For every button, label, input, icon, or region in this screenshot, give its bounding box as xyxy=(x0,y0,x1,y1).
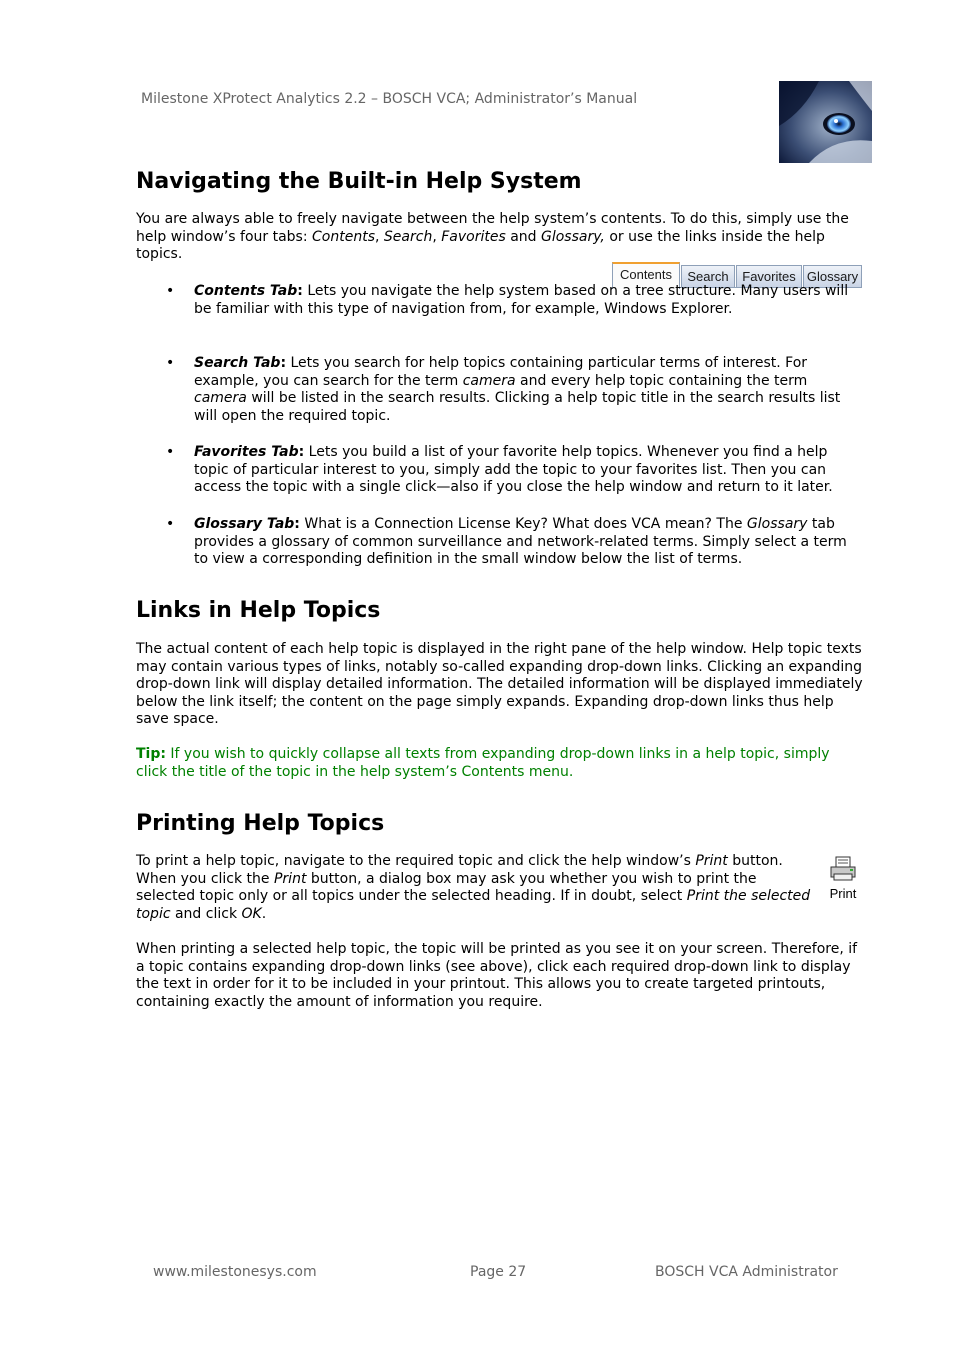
bullet-glossary-tab: • Glossary Tab: What is a Connection License Key? What does VCA mean? The Glossary tab provides a glossary of common surveillance and network-related terms. Simply select a term to view a corresponding definition in the small window below the list of terms. xyxy=(166,516,847,568)
tab-glossary: Glossary xyxy=(803,265,862,287)
tab-search: Search xyxy=(681,265,735,287)
bullet-search-tab: • Search Tab: Lets you search for help topics containing particular terms of interest. For example, you can search for the term camera and every help topic containing the term camera will be listed in the search results. Clicking a help topic title in the search results list will open the required topic. xyxy=(166,355,841,424)
bullet-contents-tab: • Contents Tab: Lets you navigate the help system based on a tree structure. Many users will be familiar with this type of navigation from, for example, Windows Explorer. xyxy=(166,283,849,317)
bullet-favorites-tab: • Favorites Tab: Lets you build a list of your favorite help topics. Whenever you find a help topic of particular interest to you, simply add the topic to your favorites list. Then you can access the topic with a single click—also if you close the help window and return to it later. xyxy=(166,444,833,496)
footer-page-number: Page 27 xyxy=(470,1264,527,1280)
footer-document: BOSCH VCA Administrator xyxy=(655,1264,838,1280)
print-icon-label: Print xyxy=(829,886,857,901)
header-title: Milestone XProtect Analytics 2.2 – BOSCH VCA; Administrator’s Manual xyxy=(141,91,638,107)
footer-website: www.milestonesys.com xyxy=(153,1264,317,1280)
print-icon xyxy=(826,855,860,901)
section-heading-printing: Printing Help Topics xyxy=(136,811,385,836)
tab-contents: Contents xyxy=(612,262,680,289)
printing-paragraph-1: To print a help topic, navigate to the required topic and click the help window’s Print button. When you click the Print button, a dialog box may ask you whether you wish to print the selected topic only or all topics under the selected heading. If in doubt, select Print the selected topic and click OK. xyxy=(136,853,811,922)
intro-paragraph: You are always able to freely navigate between the help system’s contents. To do this, simply use the help window’s four tabs: Contents, Search, Favorites and Glossary, or use the links inside the help topics. xyxy=(136,211,849,263)
section-heading-links: Links in Help Topics xyxy=(136,598,381,623)
wolf-eye-logo xyxy=(779,81,872,163)
links-paragraph: The actual content of each help topic is displayed in the right pane of the help window. Help topic texts may contain various types of links, notably so-called expanding drop-down links. Clicking an expanding drop-down link will display detailed information. The detailed information will be displayed immediately below the link itself; the content on the page simply expands. Expanding drop-down links thus help save space. xyxy=(136,641,863,728)
tip-paragraph: Tip: If you wish to quickly collapse all texts from expanding drop-down links in a help topic, simply click the title of the topic in the help system’s Contents menu. xyxy=(136,746,830,780)
printing-paragraph-2: When printing a selected help topic, the topic will be printed as you see it on your screen. Therefore, if a topic contains expanding drop-down links (see above), click each required drop-down link to display the text in order for it to be included in your printout. This allows you to create targeted printouts, containing exactly the amount of information you require. xyxy=(136,941,858,1010)
tab-favorites: Favorites xyxy=(736,265,802,287)
section-heading-navigating: Navigating the Built-in Help System xyxy=(136,169,582,194)
